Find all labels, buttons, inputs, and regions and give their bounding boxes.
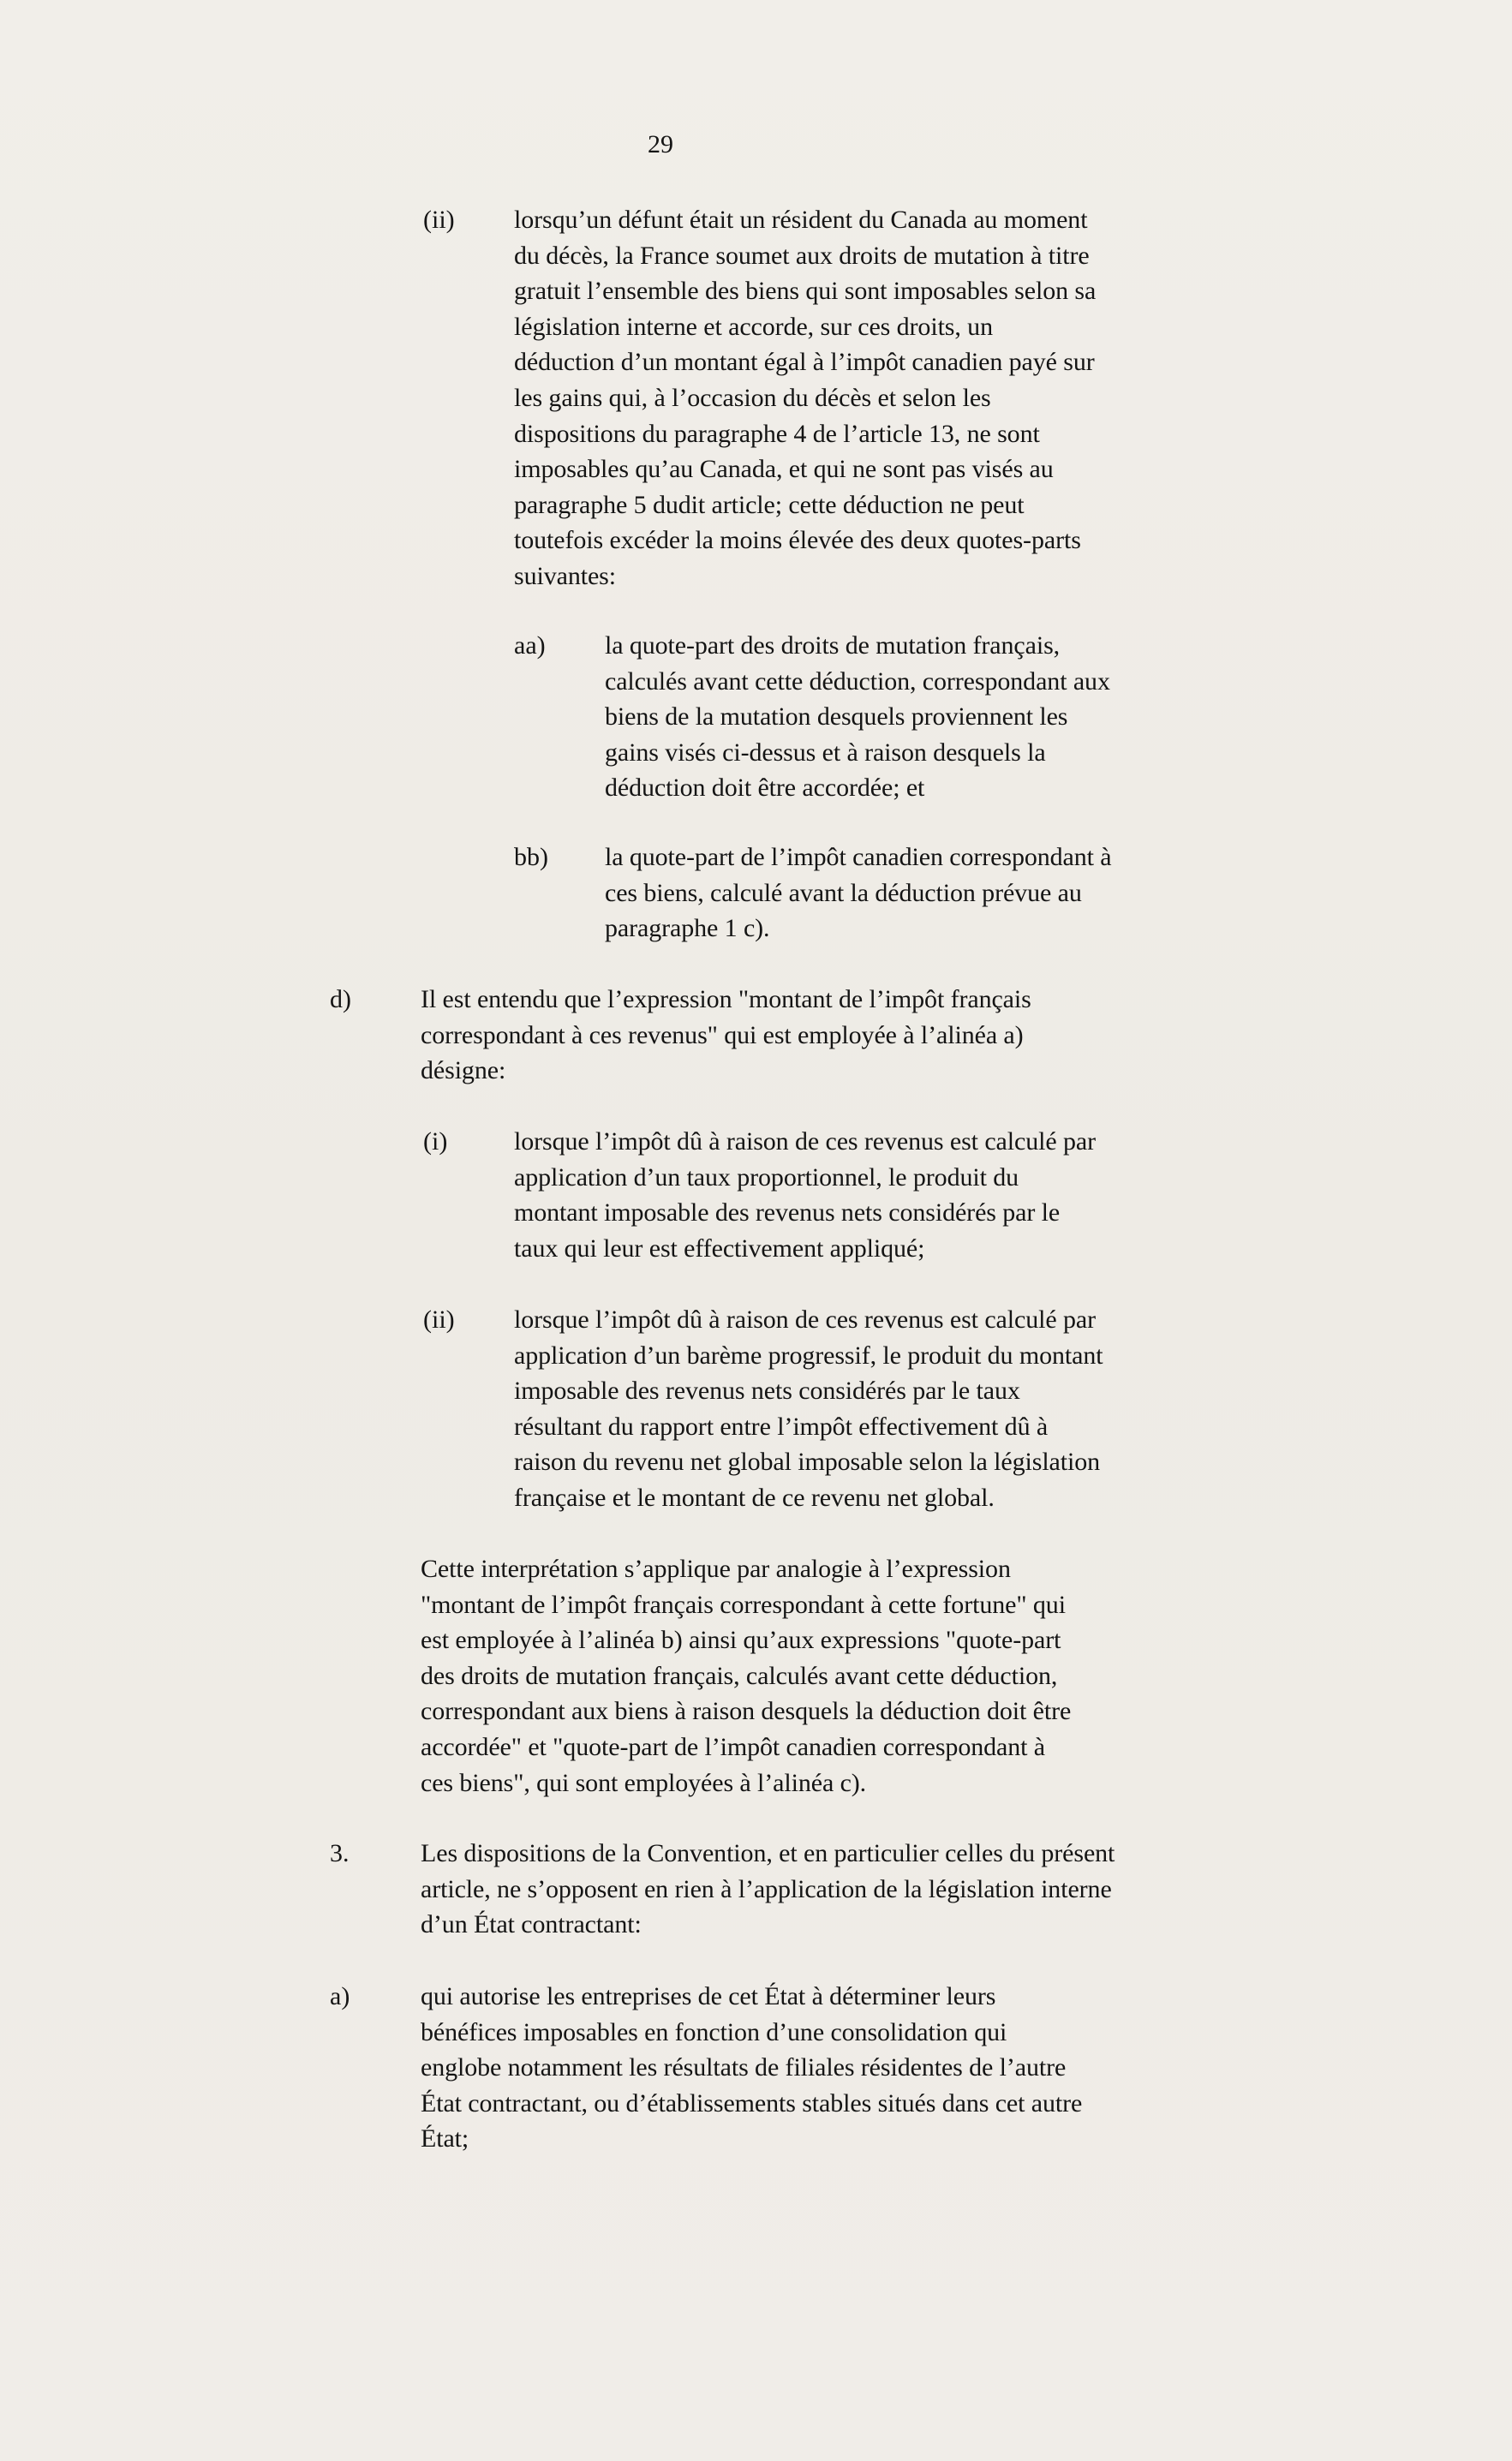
text-line: application d’un taux proportionnel, le produit du: [514, 1162, 1019, 1192]
item-marker-ii: (ii): [423, 206, 455, 234]
text-line: accordée" et "quote-part de l’impôt canadien correspondant à: [421, 1732, 1045, 1761]
text-line: lorsque l’impôt dû à raison de ces revenus est calculé par: [514, 1127, 1096, 1156]
item-marker-3: 3.: [330, 1839, 350, 1867]
text-line: des droits de mutation français, calculés avant cette déduction,: [421, 1661, 1058, 1690]
text-line: résultant du rapport entre l’impôt effectivement dû à: [514, 1412, 1049, 1441]
paragraph-aa: [605, 628, 1110, 806]
paragraph-a-consolidation: [421, 1979, 1082, 2157]
text-line: ces biens, calculé avant la déduction prévue au: [605, 878, 1082, 907]
text-line: biens de la mutation desquels proviennent les: [605, 702, 1068, 732]
paragraph-i-proportional-rate: [514, 1124, 1096, 1266]
text-line: correspondant à ces revenus" qui est employée à l’alinéa a): [421, 1020, 1024, 1049]
text-line: lorsqu’un défunt était un résident du Canada au moment: [514, 206, 1088, 234]
text-line: du décès, la France soumet aux droits de mutation à titre: [514, 241, 1090, 270]
text-line: gains visés ci-dessus et à raison desquels la: [605, 738, 1046, 767]
text-line: Les dispositions de la Convention, et en particulier celles du présent: [421, 1839, 1115, 1867]
text-line: montant imposable des revenus nets considérés par le: [514, 1198, 1061, 1228]
text-line: déduction d’un montant égal à l’impôt canadien payé sur: [514, 348, 1095, 377]
text-line: englobe notamment les résultats de filiales résidentes de l’autre: [421, 2053, 1067, 2082]
paragraph-d: [421, 982, 1031, 1089]
item-marker-bb: bb): [514, 843, 548, 871]
text-line: gratuit l’ensemble des biens qui sont imposables selon sa: [514, 277, 1097, 306]
item-marker-d: d): [330, 985, 351, 1013]
text-line: taux qui leur est effectivement appliqué;: [514, 1233, 925, 1263]
item-marker-aa: aa): [514, 631, 546, 660]
text-line: correspondant aux biens à raison desquels la déduction doit être: [421, 1697, 1072, 1726]
text-line: désigne:: [421, 1056, 506, 1085]
text-line: État;: [421, 2124, 469, 2153]
text-line: "montant de l’impôt français correspondant à cette fortune" qui: [421, 1590, 1066, 1619]
text-line: est employée à l’alinéa b) ainsi qu’aux expressions "quote-part: [421, 1626, 1061, 1655]
text-line: imposable des revenus nets considérés par le taux: [514, 1377, 1020, 1406]
page-number: 29: [648, 130, 673, 158]
item-marker-ii: (ii): [423, 1305, 455, 1334]
paragraph-ii-deceased-resident: [514, 202, 1096, 594]
item-marker-a: a): [330, 1982, 350, 2010]
paragraph-3-conv: [421, 1836, 1115, 1943]
text-line: Il est entendu que l’expression "montant de l’impôt français: [421, 985, 1031, 1013]
text-line: lorsque l’impôt dû à raison de ces revenus est calculé par: [514, 1305, 1096, 1334]
text-line: paragraphe 1 c).: [605, 914, 770, 943]
text-line: application d’un barème progressif, le produit du montant: [514, 1341, 1103, 1370]
text-line: imposables qu’au Canada, et qui ne sont pas visés au: [514, 455, 1054, 484]
text-line: raison du revenu net global imposable selon la législation: [514, 1448, 1101, 1477]
text-line: paragraphe 5 dudit article; cette déduction ne peut: [514, 490, 1025, 519]
text-line: législation interne et accorde, sur ces droits, un: [514, 312, 993, 341]
paragraph-bb: [605, 839, 1112, 947]
text-line: qui autorise les entreprises de cet État à déterminer leurs: [421, 1982, 996, 2010]
paragraph-interpretation: [421, 1551, 1071, 1801]
text-line: calculés avant cette déduction, correspondant aux: [605, 666, 1110, 696]
text-line: française et le montant de ce revenu net global.: [514, 1483, 995, 1512]
paragraph-ii-progressive-scale: [514, 1302, 1103, 1516]
text-line: la quote-part des droits de mutation français,: [605, 631, 1061, 660]
text-line: ces biens", qui sont employées à l’alinéa c).: [421, 1768, 867, 1797]
text-line: dispositions du paragraphe 4 de l’article 13, ne sont: [514, 419, 1040, 448]
text-line: la quote-part de l’impôt canadien correspondant à: [605, 843, 1112, 871]
item-marker-i: (i): [423, 1127, 448, 1156]
text-line: Cette interprétation s’applique par analogie à l’expression: [421, 1555, 1011, 1583]
text-line: déduction doit être accordée; et: [605, 774, 925, 803]
text-line: suivantes:: [514, 561, 616, 590]
text-line: bénéfices imposables en fonction d’une consolidation qui: [421, 2017, 1007, 2046]
text-line: d’un État contractant:: [421, 1910, 642, 1939]
text-line: les gains qui, à l’occasion du décès et selon les: [514, 383, 991, 412]
text-line: article, ne s’opposent en rien à l’application de la législation interne: [421, 1874, 1112, 1903]
text-line: toutefois excéder la moins élevée des deux quotes-parts: [514, 526, 1081, 555]
text-line: État contractant, ou d’établissements stables situés dans cet autre: [421, 2088, 1083, 2118]
